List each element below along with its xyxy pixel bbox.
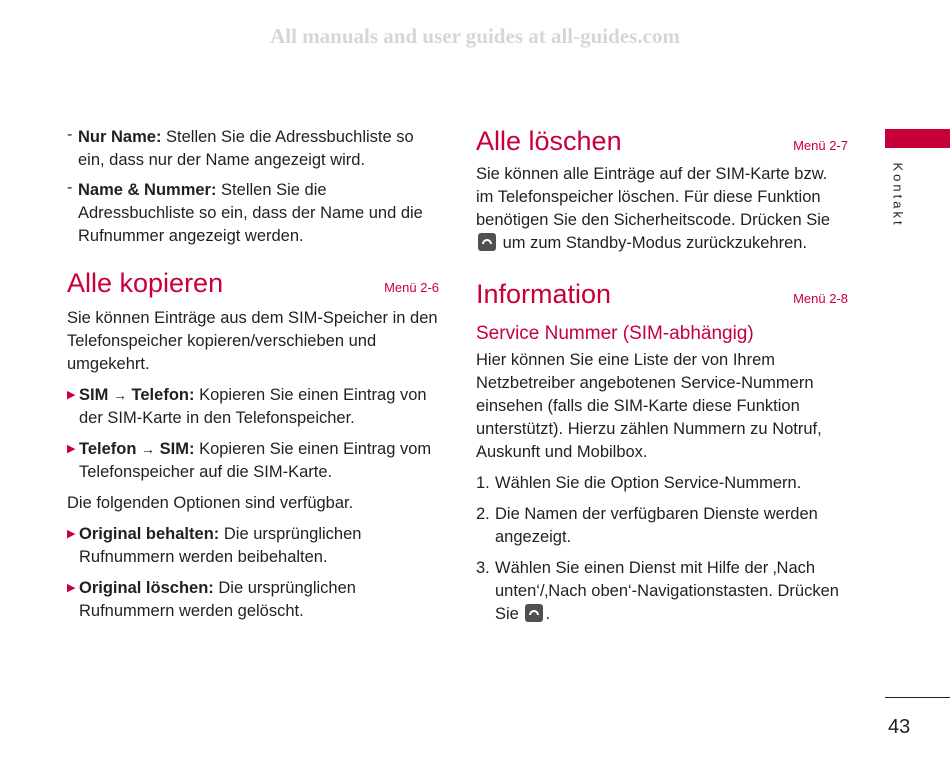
triangle-bullet-icon: ▶ (67, 389, 76, 401)
step-text: Wählen Sie einen Dienst mit Hilfe der ‚Nach unten‘/‚Nach oben‘-Navigationstasten. Drücken Sie (495, 559, 839, 623)
end-call-key-icon (478, 233, 496, 251)
option-label: Name & Nummer: (78, 181, 217, 199)
dash-bullet: - (67, 179, 73, 196)
section-header-delete (476, 126, 848, 157)
step-number: 2. (476, 505, 490, 523)
left-column (67, 126, 439, 631)
list-item (67, 523, 439, 569)
copy-target: SIM: (159, 440, 195, 458)
item-text: Kopieren Sie einen Eintrag vom Telefonspeicher auf die SIM-Karte. (79, 440, 432, 481)
option-label: Original löschen: (79, 579, 214, 597)
step-text: Die Namen der verfügbaren Dienste werden angezeigt. (495, 505, 818, 546)
section-title: Alle löschen (476, 126, 622, 156)
watermark: All manuals and user guides at all-guides.com (270, 24, 680, 48)
option-text: Stellen Sie die Adressbuchliste so ein, dass der Name und die Rufnummer angezeigt werden. (78, 181, 423, 245)
menu-reference: Menü 2-8 (793, 291, 848, 306)
section-body (476, 163, 848, 255)
step-number: 3. (476, 559, 490, 577)
triangle-bullet-icon: ▶ (67, 582, 76, 594)
arrow-right-icon: → (112, 387, 127, 403)
body-text: um zum Standby-Modus zurückzukehren. (498, 234, 808, 252)
step-number: 1. (476, 474, 490, 492)
item-text: Kopieren Sie einen Eintrag von der SIM-Karte in den Telefonspeicher. (79, 386, 427, 427)
step-item (476, 503, 848, 549)
footer-rule (885, 697, 950, 698)
list-item (67, 126, 439, 172)
list-item (67, 577, 439, 623)
body-text: Sie können alle Einträge auf der SIM-Karte bzw. im Telefonspeicher löschen. Für diese Funktion benötigen Sie den Sicherheitscode. Drücken Sie (476, 165, 831, 229)
option-text: Stellen Sie die Adressbuchliste so ein, dass nur der Name angezeigt wird. (78, 128, 414, 169)
step-text: . (545, 605, 551, 623)
arrow-right-icon: → (141, 441, 156, 457)
end-call-key-icon (525, 604, 543, 622)
triangle-bullet-icon: ▶ (67, 443, 76, 455)
section-header-info (476, 279, 848, 310)
section-title: Information (476, 279, 612, 309)
step-text: Wählen Sie die Option Service-Nummern. (495, 474, 802, 492)
section-header-copy (67, 268, 439, 299)
section-title: Alle kopieren (67, 268, 224, 298)
copy-source: Telefon (79, 440, 137, 458)
list-item (67, 179, 439, 248)
options-intro: Die folgenden Optionen sind verfügbar. (67, 494, 354, 512)
list-item (67, 384, 439, 430)
step-item (476, 557, 848, 626)
copy-source: SIM (79, 386, 109, 404)
subsection-title: Service Nummer (SIM-abhängig) (476, 323, 754, 344)
page-number: 43 (888, 716, 911, 738)
section-intro: Hier können Sie eine Liste der von Ihrem Netzbetreiber angebotenen Service-Nummern einsehen (falls die SIM-Karte diese Funktion unterstützt). Hierzu zählen Nummern zu Notruf, Auskunft und Mobilbox. (476, 351, 822, 461)
list-item (67, 438, 439, 484)
option-label: Nur Name: (78, 128, 162, 146)
option-text: Die ursprünglichen Rufnummern werden gelöscht. (79, 579, 356, 620)
menu-reference: Menü 2-6 (384, 280, 439, 295)
right-column (476, 126, 848, 634)
step-item (476, 472, 848, 495)
side-tab-marker (885, 129, 950, 148)
section-intro: Sie können Einträge aus dem SIM-Speicher in den Telefonspeicher kopieren/verschieben und umgekehrt. (67, 309, 438, 373)
triangle-bullet-icon: ▶ (67, 528, 76, 540)
side-tab-label: Kontakt (890, 162, 906, 228)
menu-reference: Menü 2-7 (793, 138, 848, 153)
option-label: Original behalten: (79, 525, 220, 543)
dash-bullet: - (67, 126, 73, 143)
copy-target: Telefon: (131, 386, 195, 404)
option-text: Die ursprünglichen Rufnummern werden beibehalten. (79, 525, 362, 566)
